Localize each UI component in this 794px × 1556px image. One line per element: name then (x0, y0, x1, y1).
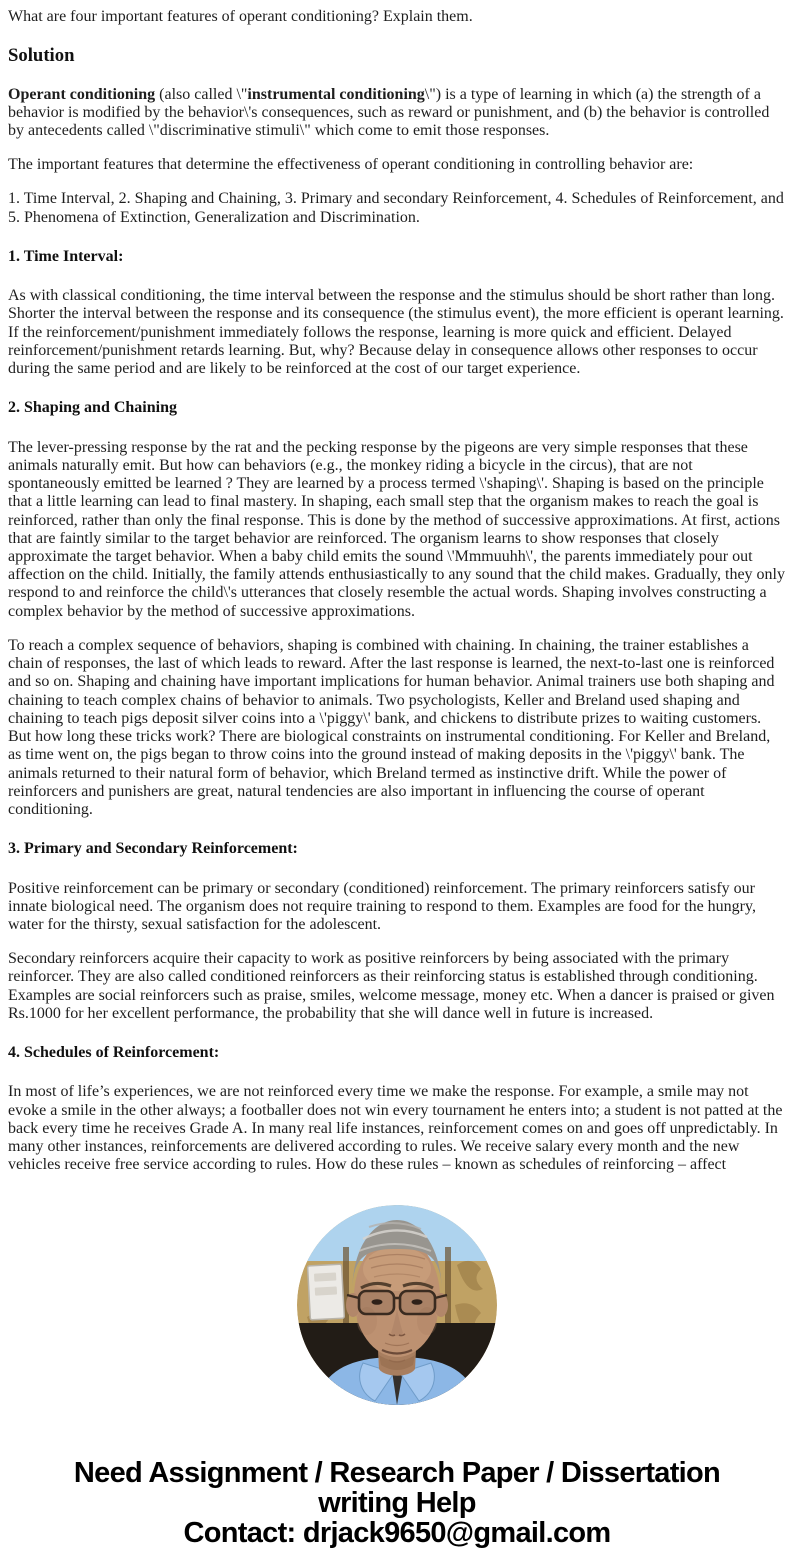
author-photo-container (8, 1205, 786, 1410)
section-paragraph-primary-reinforcement: Positive reinforcement can be primary or secondary (conditioned) reinforcement. The primary reinforcers satisfy our innate biological need. The organism does not require training to respond to them. Examples are food for the hungry, water for the thirsty, sexual satisfaction for the adolescent. (8, 879, 756, 933)
author-photo (297, 1205, 497, 1405)
section-heading-shaping-chaining: 2. Shaping and Chaining (8, 399, 177, 417)
solution-heading: Solution (8, 45, 75, 67)
section-paragraph-schedules: In most of life’s experiences, we are not reinforced every time we make the response. For example, a smile may not evoke a smile in the other always; a footballer does not win every tournament he enters into; a student is not patted at the back every time he receives Grade A. In many real life instances, reinforcement comes on and goes off unpredictably. In many other instances, reinforcements are delivered according to rules. We receive salary every month and the new vehicles receive free service according to rules. How do these rules – known as schedules of reinforcing – affect (8, 1083, 783, 1174)
features-list-paragraph: 1. Time Interval, 2. Shaping and Chaining, 3. Primary and secondary Reinforcement, 4. Schedules of Reinforcement, and 5. Phenomena of Extinction, Generalization and Discrimination. (8, 190, 784, 226)
features-intro-paragraph: The important features that determine the effectiveness of operant conditioning in controlling behavior are: (8, 156, 694, 174)
intro-rest-text: \") is a type of learning in which (a) the strength of a behavior is modified by the behavior\'s consequences, such as reward or punishment, and (b) the behavior is controlled by antecedents called \"discriminative stimuli\" which come to emit those responses. (8, 85, 770, 140)
section-heading-time-interval: 1. Time Interval: (8, 247, 124, 265)
section-heading-schedules-reinforcement: 4. Schedules of Reinforcement: (8, 1044, 220, 1062)
promo-line-2: writing Help (318, 1486, 476, 1519)
author-portrait-image (297, 1205, 497, 1405)
promo-contact-email: Contact: drjack9650@gmail.com (183, 1516, 611, 1549)
section-paragraph-shaping: The lever-pressing response by the rat and the pecking response by the pigeons are very simple responses that these animals naturally emit. But how can behaviors (e.g., the monkey riding a bicycle in the circus), that are not spontaneously emitted be learned ? They are learned by a process termed \'shaping\'. Shaping is based on the principle that a little learning can lead to final mastery. In shaping, each small step that the organism makes to reach the goal is reinforced, rather than only the final response. This is done by the method of successive approximations. At first, actions that are faintly similar to the target behavior are reinforced. The organism learns to show responses that closely approximate the target behavior. When a baby child emits the sound \'Mmmuuhh\', the parents immediately pour out affection on the child. Initially, the family attends enthusiastically to any sound that the child makes. Gradually, they only respond to and reinforce the child\'s utterances that closely resemble the actual words. Shaping involves constructing a complex behavior by the method of successive approximations. (8, 438, 785, 620)
intro-bold-instrumental-conditioning: instrumental conditioning (247, 85, 425, 103)
intro-mid-text: (also called \" (155, 85, 248, 103)
section-heading-primary-secondary-reinforcement: 3. Primary and Secondary Reinforcement: (8, 840, 298, 858)
section-paragraph-chaining: To reach a complex sequence of behaviors, shaping is combined with chaining. In chaining, the trainer establishes a chain of responses, the last of which leads to reward. After the last response is learned, the next-to-last one is reinforced and so on. Shaping and chaining have important implications for human behavior. Animal trainers use both shaping and chaining to teach complex chains of behavior to animals. Two psychologists, Keller and Breland used shaping and chaining to teach pigs deposit silver coins into a \'piggy\' bank, and chickens to distribute prizes to waiting customers. But how long these tricks work? There are biological constraints on instrumental conditioning. For Keller and Breland, as time went on, the pigs began to throw coins into the ground instead of making deposits in the \'piggy\' bank. The animals returned to their natural form of behavior, which Breland termed as instinctive drift. While the power of reinforcers and punishers are great, natural tendencies are also important in influencing the course of operant conditioning. (8, 636, 775, 819)
question-text: What are four important features of operant conditioning? Explain them. (8, 8, 473, 25)
section-paragraph-secondary-reinforcement: Secondary reinforcers acquire their capacity to work as positive reinforcers by being associated with the primary reinforcer. They are also called conditioned reinforcers as their reinforcing status is established through conditioning. Examples are social reinforcers such as praise, smiles, welcome message, money etc. When a dancer is praised or given Rs.1000 for her excellent performance, the probability that she will dance well in future is increased. (8, 950, 775, 1022)
intro-bold-operant-conditioning: Operant conditioning (8, 85, 156, 103)
intro-paragraph (8, 86, 786, 141)
section-paragraph-time-interval: As with classical conditioning, the time interval between the response and the stimulus should be short rather than long. Shorter the interval between the response and its consequence (the stimulus event), the more efficient is operant learning. If the reinforcement/punishment immediately follows the response, learning is more quick and efficient. Delayed reinforcement/punishment retards learning. But, why? Because delay in consequence allows other responses to occur during the same period and are likely to be reinforced at the cost of our target experience. (8, 287, 784, 378)
promo-line-1: Need Assignment / Research Paper / Dissertation (73, 1456, 721, 1489)
promo-footer (8, 1458, 786, 1548)
